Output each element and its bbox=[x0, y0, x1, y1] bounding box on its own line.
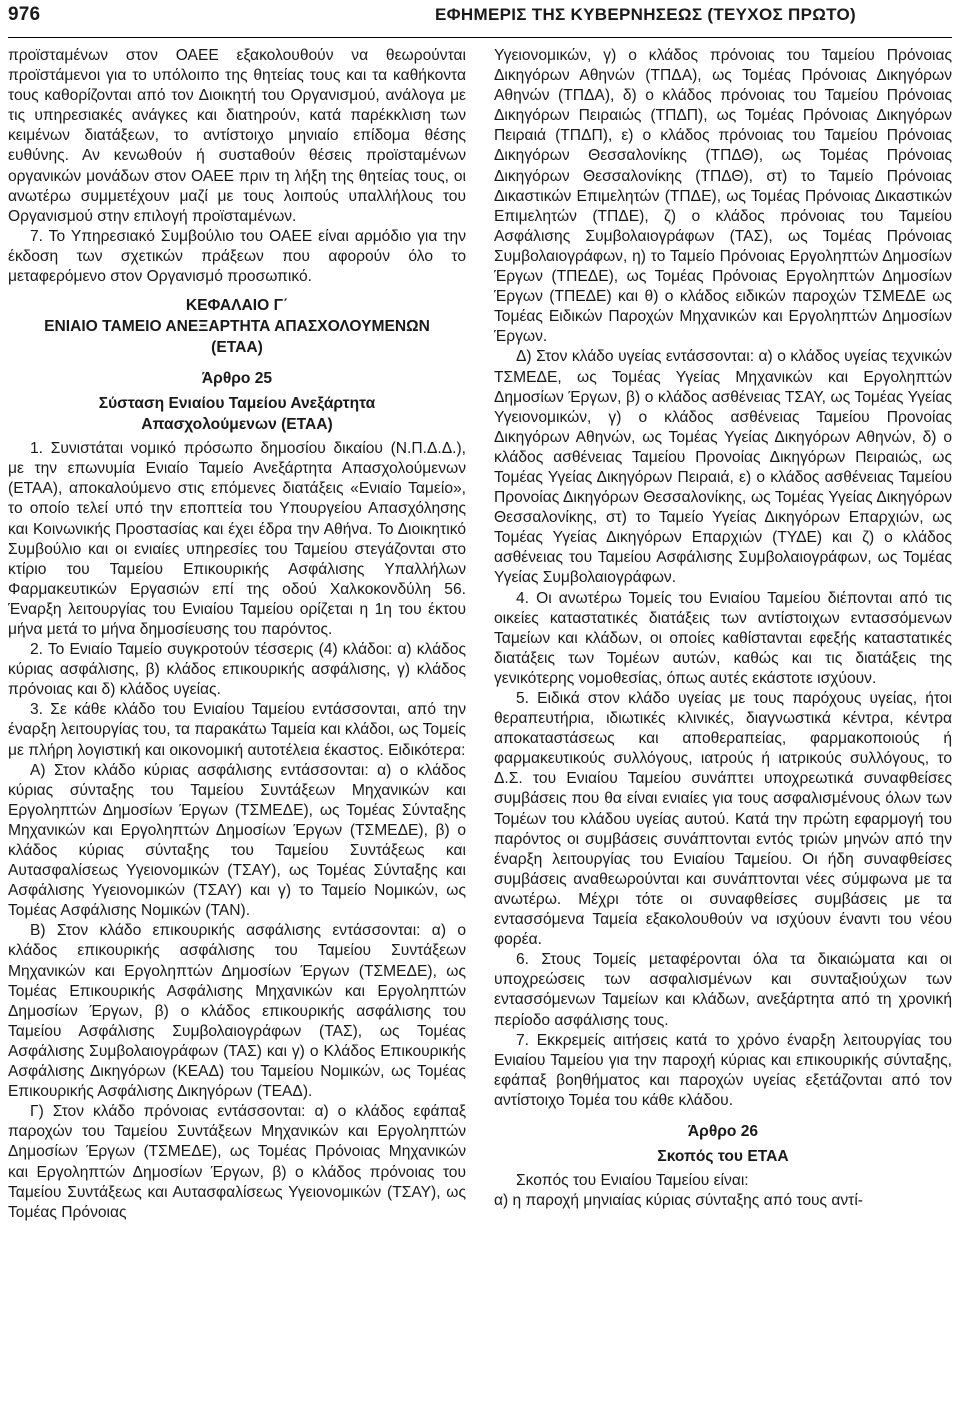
article-25-subtitle bbox=[8, 393, 466, 435]
page-header bbox=[8, 0, 952, 38]
paragraph: 7. Εκκρεμείς αιτήσεις κατά το χρόνο έναρξη λειτουργίας του Ενιαίου Ταμείου για την παροχή κύριας και επικουρικής σύνταξης, εφάπαξ βοηθήματος και παροχών υγείας εξετάζονται από τον αντίστοιχο Τομέα του κάθε κλάδου. bbox=[494, 1031, 952, 1109]
article-25-title: Άρθρο 25 bbox=[201, 370, 273, 388]
paragraph: 2. Το Ενιαίο Ταμείο συγκροτούν τέσσερις (4) κλάδοι: α) κλάδος κύριας ασφάλισης, β) κλάδος επικουρικής ασφάλισης, γ) κλάδος πρόνοιας και δ) κλάδος υγείας. bbox=[8, 641, 466, 699]
text-columns bbox=[8, 46, 952, 1223]
paragraph: Δ) Στον κλάδο υγείας εντάσσονται: α) ο κλάδος υγείας τεχνικών ΤΣΜΕΔΕ, ως Τομέας Υγείας Μηχανικών και Εργοληπτών Δημοσίων Έργων, β) ο κλάδος ασθένειας ΤΣΑΥ, ως Τομέας Υγείας Υγειονομικών, γ) ο κλάδος ασθένειας Ταμείου Προνοίας Δικηγόρων Αθηνών, ως Τομέας Υγείας Δικηγόρων Αθηνών, δ) ο κλάδος ασθένειας Ταμείου Προνοίας Δικηγόρων Πειραιώς, ως Τομέας Υγείας Δικηγόρων Πειραιά, ε) ο κλάδος ασθένειας Ταμείου Προνοίας Δικηγόρων Θεσσαλονίκης, ως Τομέας Υγείας Δικηγόρων Θεσσαλονίκης, στ) το Ταμείο Υγείας Δικηγόρων Επαρχιών, ως Τομέας Υγείας Δικηγόρων Επαρχιών (ΤΥΔΕ) και ζ) ο κλάδος ασθένειας του Ταμείου Ασφάλισης Συμβολαιογράφων, ως Τομέας Υγείας Συμβολαιογράφων. bbox=[494, 348, 952, 587]
paragraph: 6. Στους Τομείς μεταφέρονται όλα τα δικαιώματα και οι υποχρεώσεις των ασφαλισμένων και συνταξιούχων των εντασσόμενων Ταμείων και κλάδων, ανεξάρτητα από τη χρονική περίοδο ασφάλισης τους. bbox=[494, 951, 952, 1029]
gazette-title: ΕΦΗΜΕΡΙΣ ΤΗΣ ΚΥΒΕΡΝΗΣΕΩΣ (ΤΕΥΧΟΣ ΠΡΩΤΟ) bbox=[435, 5, 856, 24]
article-25-subtitle-line2: Απασχολούμενων (ΕΤΑΑ) bbox=[141, 416, 333, 434]
chapter-title: ΕΝΙΑΙΟ ΤΑΜΕΙΟ ΑΝΕΞΑΡΤΗΤΑ ΑΠΑΣΧΟΛΟΥΜΕΝΩΝ bbox=[44, 318, 430, 336]
paragraph: Α) Στον κλάδο κύριας ασφάλισης εντάσσονται: α) ο κλάδος κύριας σύνταξης του Ταμείου Συντάξεων Μηχανικών και Εργοληπτών Δημοσίων Έργων (ΤΣΜΕΔΕ), ως Τομέας Σύνταξης Μηχανικών και Εργοληπτών Δημοσίων Έργων (ΤΣΜΕΔΕ), β) ο κλάδος κύριας σύνταξης του Ταμείου Συντάξεως και Αυτασφαλίσεως Υγειονομικών (ΤΣΑΥ), ως Τομέας Σύνταξης και Ασφάλισης Υγειονομικών (ΤΣΑΥ) και γ) το Ταμείο Νομικών, ως Τομέας Ασφάλισης Νομικών (ΤΑΝ). bbox=[8, 761, 466, 920]
paragraph: 5. Ειδικά στον κλάδο υγείας με τους παρόχους υγείας, ήτοι θεραπευτήρια, ιδιωτικές κλινικές, διαγνωστικά κέντρα, κέντρα αποκαταστάσεως και αποθεραπείας, φαρμακοποιούς ή φαρμακευτικούς συλλόγους, ιατρούς ή ιατρικούς συλλόγους, το Δ.Σ. του Ενιαίου Ταμείου συνάπτει υποχρεωτικά συναφθείσες συμβάσεις που θα είναι ενιαίες για τους ασφαλισμένους όλων των Τομέων του κλάδου υγείας αυτού. Κατά την πρώτη εφαρμογή του παρόντος οι συμβάσεις συνάπτονται εντός τριών μηνών από την έναρξη λειτουργίας του Ενιαίου Ταμείου. Οι ήδη συναφθείσες συμβάσεις αναθεωρούνται και συνάπτονται νέες σύμφωνα με τα ανωτέρω. Μέχρι τότε οι συναφθείσες συμβάσεις με τα εντασσόμενα Ταμεία εξακολουθούν να ισχύουν έναντι του νέου φορέα. bbox=[494, 690, 952, 949]
paragraph: Β) Στον κλάδο επικουρικής ασφάλισης εντάσσονται: α) ο κλάδος επικουρικής ασφάλισης του Ταμείου Συντάξεων Μηχανικών και Εργοληπτών Δημοσίων Έργων (ΤΣΜΕΔΕ), ως Τομέας Επικουρικής Ασφάλισης Μηχανικών και Εργοληπτών Δημοσίων Έργων, β) ο κλάδος επικουρικής ασφάλισης του Ταμείου Ασφάλισης Συμβολαιογράφων (ΤΑΣ), ως Τομέας Ασφάλισης Συμβολαιογράφων (ΤΑΣ) και γ) ο Κλάδος Επικουρικής Ασφάλισης Δικηγόρων (ΚΕΑΔ) του Ταμείου Νομικών, ως Τομέας Επικουρικής Ασφάλισης Δικηγόρων (ΤΕΑΔ). bbox=[8, 922, 466, 1101]
paragraph: Σκοπός του Ενιαίου Ταμείου είναι: bbox=[516, 1171, 749, 1189]
paragraph: 1. Συνιστάται νομικό πρόσωπο δημοσίου δικαίου (Ν.Π.Δ.Δ.), με την επωνυμία Ενιαίο Ταμείο Ανεξάρτητα Απασχολούμενων (ΕΤΑΑ), αποκαλούμενο στις επόμενες διατάξεις «Ενιαίο Ταμείο», το οποίο τελεί υπό την εποπτεία του Υπουργείου Απασχόλησης και Κοινωνικής Προστασίας και έχει έδρα την Αθήνα. Το Διοικητικό Συμβούλιο και οι ενιαίες υπηρεσίες του Ταμείου στεγάζονται στο κτίριο του Ταμείου Επικουρικής Ασφάλισης Υπαλλήλων Φαρμακευτικών Εργασιών επί της οδού Χαλκοκονδύλη 56. Έναρξη λειτουργίας του Ενιαίου Ταμείου ορίζεται η 1η του έκτου μήνα μετά το μήνα δημοσίευσης του παρόντος. bbox=[8, 440, 466, 638]
article-26-title: Άρθρο 26 bbox=[687, 1122, 759, 1140]
chapter-heading bbox=[8, 295, 466, 358]
paragraph: Γ) Στον κλάδο πρόνοιας εντάσσονται: α) ο κλάδος εφάπαξ παροχών του Ταμείου Συντάξεων Μηχανικών και Εργοληπτών Δημοσίων Έργων (ΤΣΜΕΔΕ), ως Τομέας Πρόνοιας Μηχανικών και Εργοληπτών Δημοσίων Έργων, β) ο κλάδος πρόνοιας του Ταμείου Συντάξεως και Αυτασφαλίσεως Υγειονομικών (ΤΣΑΥ), ως Τομέας Πρόνοιας bbox=[8, 1103, 466, 1221]
right-column bbox=[494, 46, 952, 1223]
paragraph: 4. Οι ανωτέρω Τομείς του Ενιαίου Ταμείου διέπονται από τις οικείες καταστατικές διατάξεις των αντίστοιχων εντασσόμενων Ταμείων και κλάδων, οι οποίες καθίστανται εφεξής καταστατικές διατάξεις των Τομέων αυτών, καθώς και τις διατάξεις της γενικότερης νομοθεσίας, όπως αυτές εκάστοτε ισχύουν. bbox=[494, 589, 952, 687]
article-25-subtitle-line1: Σύσταση Ενιαίου Ταμείου Ανεξάρτητα bbox=[98, 395, 376, 413]
article-26-subtitle: Σκοπός του ΕΤΑΑ bbox=[657, 1147, 789, 1165]
page-number: 976 bbox=[8, 4, 41, 25]
chapter-number: ΚΕΦΑΛΑΙΟ Γ΄ bbox=[185, 297, 289, 315]
left-column bbox=[8, 46, 466, 1223]
paragraph: α) η παροχή μηνιαίας κύριας σύνταξης από τους αντί- bbox=[494, 1192, 863, 1210]
paragraph: 7. Το Υπηρεσιακό Συμβούλιο του ΟΑΕΕ είναι αρμόδιο για την έκδοση των σχετικών πράξεων που αφορούν όλο το μεταφερόμενο στον Οργανισμό προσωπικό. bbox=[8, 227, 466, 286]
paragraph: Υγειονομικών, γ) ο κλάδος πρόνοιας του Ταμείου Πρόνοιας Δικηγόρων Αθηνών (ΤΠΔΑ), ως Τομέας Πρόνοιας Δικηγόρων Αθηνών (ΤΠΔΑ), δ) ο κλάδος πρόνοιας του Ταμείου Πρόνοιας Δικηγόρων Πειραιώς (ΤΠΔΠ), ως Τομέας Πρόνοιας Δικηγόρων Πειραιά (ΤΠΔΠ), ε) ο κλάδος πρόνοιας του Ταμείου Πρόνοιας Δικηγόρων Θεσσαλονίκης (ΤΠΔΘ), ως Τομέας Πρόνοιας Δικηγόρων Θεσσαλονίκης (ΤΠΔΘ), στ) το Ταμείο Πρόνοιας Δικαστικών Επιμελητών (ΤΠΔΕ), ως Τομέας Πρόνοιας Δικαστικών Επιμελητών (ΤΠΔΕ), ζ) ο κλάδος πρόνοιας του Ταμείου Ασφάλισης Συμβολαιογράφων (ΤΑΣ), ως Τομέας Πρόνοιας Συμβολαιογράφων, η) το Ταμείο Πρόνοιας Εργοληπτών Δημοσίων Έργων (ΤΠΕΔΕ), ως Τομέας Πρόνοιας Εργοληπτών Δημοσίων Έργων (ΤΠΕΔΕ) και θ) ο κλάδος ειδικών παροχών ΤΣΜΕΔΕ ως Τομέας Ειδικών Παροχών Μηχανικών και Εργοληπτών Δημοσίων Έργων. bbox=[494, 47, 952, 346]
chapter-abbrev: (ΕΤΑΑ) bbox=[211, 339, 263, 357]
paragraph: προϊσταμένων στον ΟΑΕΕ εξακολουθούν να θεωρούνται προϊστάμενοι για το υπόλοιπο της θητείας τους και τα καθήκοντα τους καθορίζονται από τον Διοικητή του Οργανισμού, ανάλογα με τις υπηρεσιακές ανάγκες και διατηρούν, κατά παρέκκλιση των κειμένων διατάξεων, το αντίστοιχο μηνιαίο επίδομα θέσης ευθύνης. Αν κενωθούν ή συσταθούν θέσεις προϊσταμένων οργανικών μονάδων στον ΟΑΕΕ πριν τη λήξη της θητείας τους, οι ανωτέρω συμμετέχουν μαζί με τους λοιπούς υπαλλήλους του Οργανισμού στην επιλογή προϊσταμένων. bbox=[8, 47, 466, 225]
paragraph: 3. Σε κάθε κλάδο του Ενιαίου Ταμείου εντάσσονται, από την έναρξη λειτουργίας του, τα παρακάτω Ταμεία και κλάδοι, ως Τομείς με πλήρη λογιστική και οικονομική αυτοτέλεια έκαστος. Ειδικότερα: bbox=[8, 701, 466, 759]
